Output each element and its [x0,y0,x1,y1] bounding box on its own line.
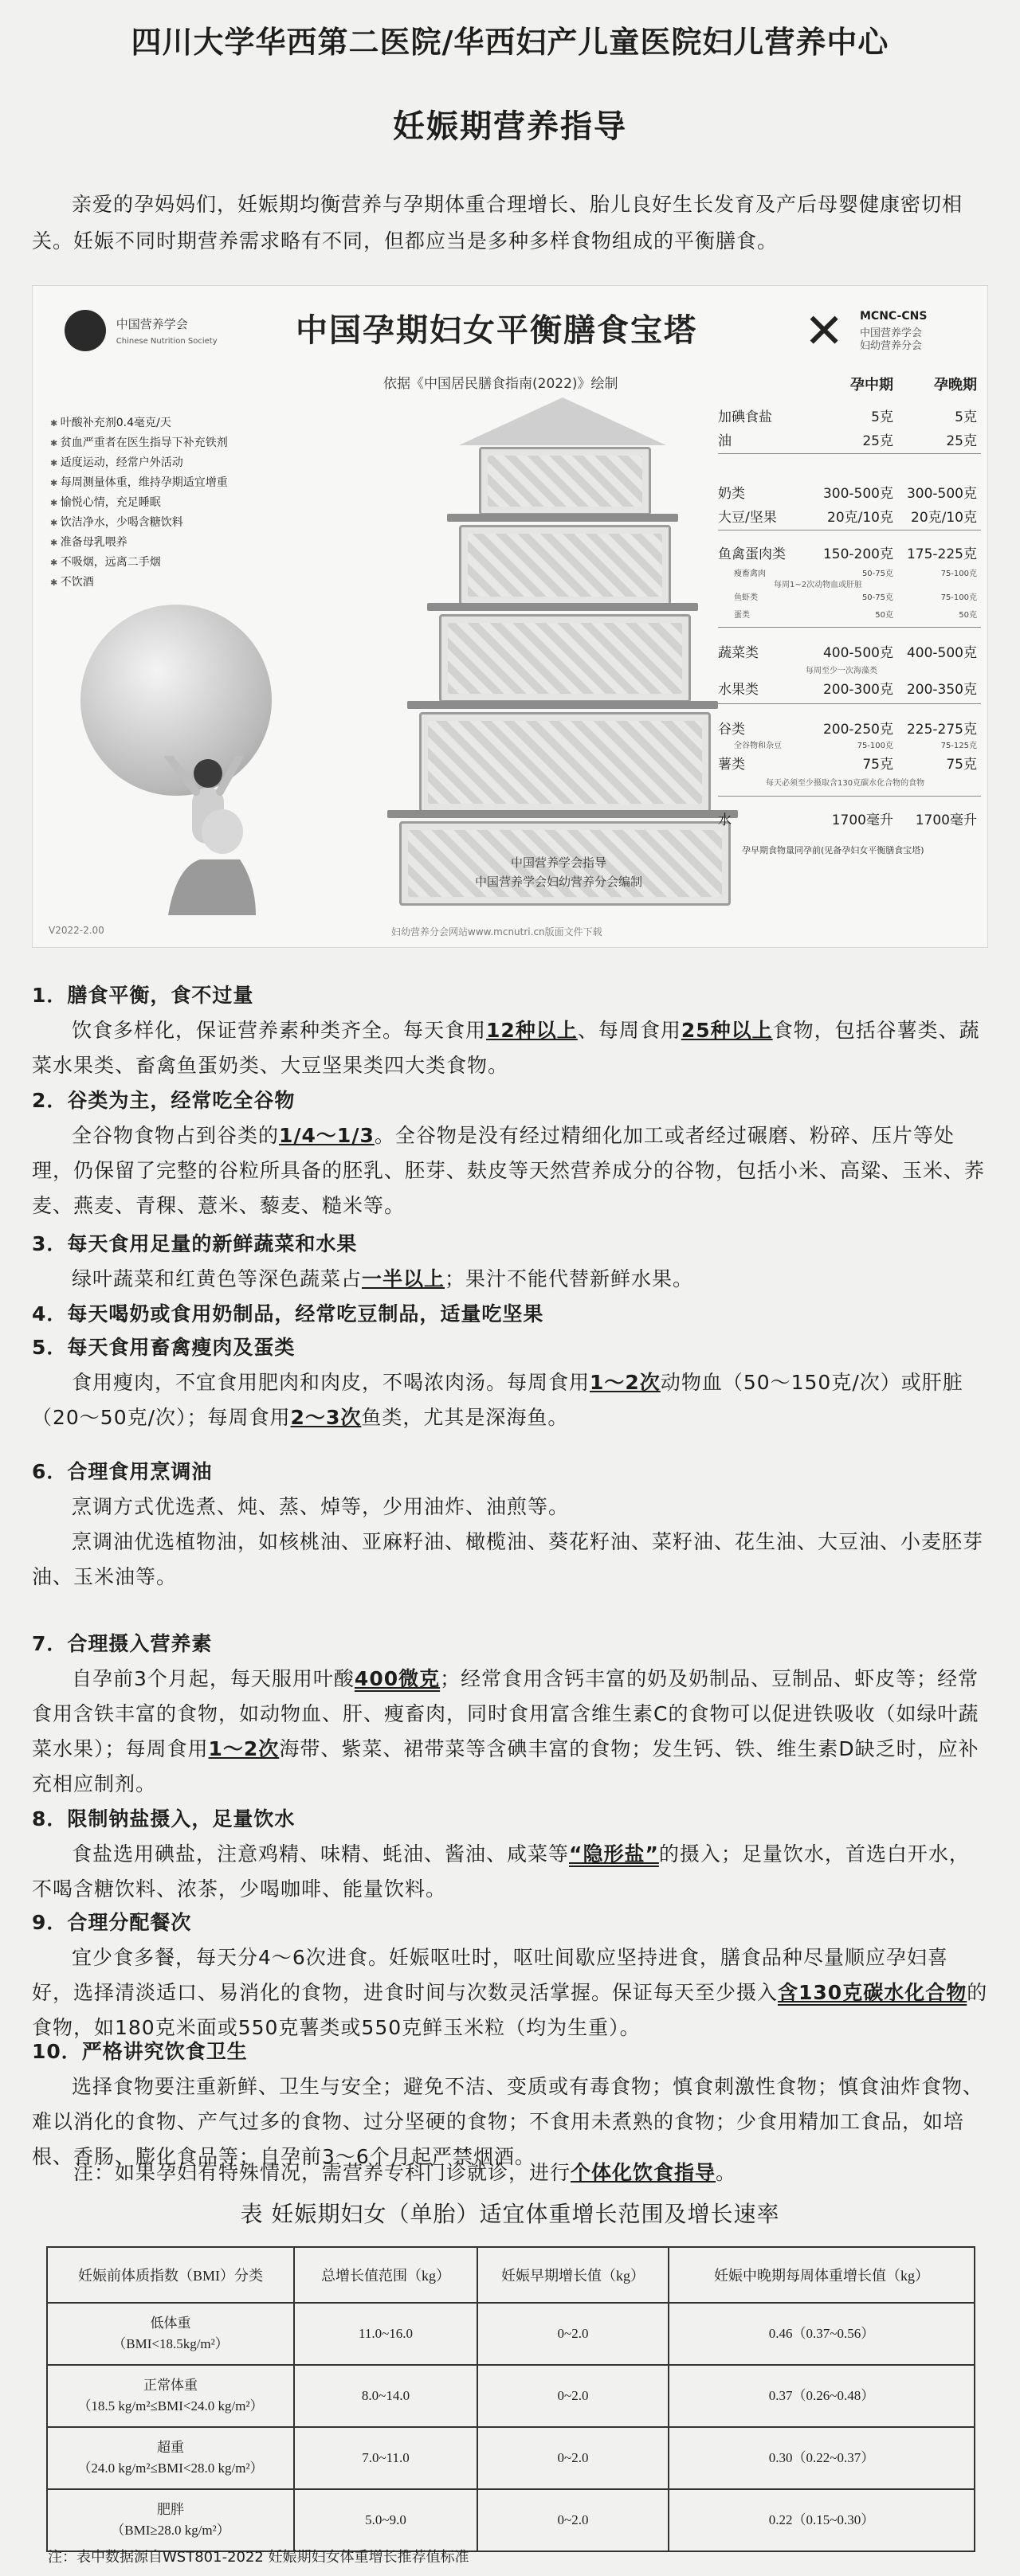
col-late-pregnancy: 孕晚期 [934,377,977,393]
mcnc-line1: 中国营养学会 [860,327,923,339]
tip-item: ✱ 愉悦心情，充足睡眠 [50,493,228,513]
section-9-text: 宜少食多餐，每天分4～6次进食。妊娠呕吐时，呕吐间歇应坚持进食，膳食品种尽量顺应孕妇喜好，选择清淡适口、易消化的食物，进食时间与次数灵活掌握。保证每天至少摄入含130克碳水化合物的食物，如180克米面或550克薯类或550克鲜玉米粒（均为生重）。 [32,1946,988,2039]
section-10-heading: 10．严格讲究饮食卫生 [32,2040,248,2063]
section-1-text: 饮食多样化，保证营养素种类齐全。每天食用12种以上、每周食用25种以上食物，包括谷薯类、蔬菜水果类、畜禽鱼蛋奶类、大豆坚果类四大类食物。 [32,1019,980,1077]
hospital-header: 四川大学华西第二医院/华西妇产儿童医院妇儿营养中心 [131,25,889,60]
mcnc-emblem-icon: ✕ [804,303,845,359]
bmi-category-cell: 超重 （24.0 kg/m²≤BMI<28.0 kg/m²） [47,2427,294,2489]
intake-row: 鱼禽蛋肉类 150-200克 175-225克 [718,546,977,562]
grain-note: 每天必须至少摄取含130克碳水化合物的食物 [766,779,925,788]
poster-footer [439,853,678,891]
bmi-category-cell: 正常体重 （18.5 kg/m²≤BMI<24.0 kg/m²） [47,2365,294,2427]
total-gain-cell: 7.0~11.0 [294,2427,477,2489]
table-header: 妊娠前体质指数（BMI）分类 [47,2247,294,2303]
table-row [47,2303,975,2365]
mcnc-line2: 妇幼营养分会 [860,340,923,352]
tip-item: ✱ 适度运动，经常户外活动 [50,453,228,473]
section-7-heading: 7．合理摄入营养素 [32,1632,213,1655]
total-gain-cell: 8.0~14.0 [294,2365,477,2427]
table-row [47,2489,975,2551]
tip-item: ✱ 贫血严重者在医生指导下补充铁剂 [50,433,228,453]
section-7-text: 自孕前3个月起，每天服用叶酸400微克；经常食用含钙丰富的奶及奶制品、豆制品、虾皮等；经常食用含铁丰富的食物，如动物血、肝、瘦畜肉，同时食用富含维生素C的食物可以促进铁吸收（如绿叶蔬菜水果）；每周食用1～2次海带、紫菜、裙带菜等含碘丰富的食物；发生钙、铁、维生素D缺乏时，应补充相应制剂。 [32,1667,979,1795]
pagoda-tier-salt-oil [479,447,651,515]
weekly-gain-cell: 0.22（0.15~0.30） [669,2489,975,2551]
section-5-heading: 5．每天食用畜禽瘦肉及蛋类 [32,1336,296,1359]
pagoda-tier-meat [439,614,691,703]
tip-item: ✱ 不饮酒 [50,573,228,593]
intake-row: 薯类 75克 75克 [718,757,977,773]
section-6-heading: 6．合理食用烹调油 [32,1460,213,1483]
col-mid-pregnancy: 孕中期 [850,377,893,393]
section-10 [32,2034,988,2175]
table-header: 妊娠早期增长值（kg） [477,2247,669,2303]
poster-subtitle: 依据《中国居民膳食指南(2022)》绘制 [383,376,618,392]
bmi-category-cell: 肥胖 （BMI≥28.0 kg/m²） [47,2489,294,2551]
section-6-text-1: 烹调方式优选煮、炖、蒸、焯等，少用油炸、油煎等。 [72,1495,570,1518]
section-8-heading: 8．限制钠盐摄入，足量饮水 [32,1807,296,1830]
intake-row: 水 1700毫升 1700毫升 [718,812,977,828]
intake-row: 蔬菜类 400-500克 400-500克 [718,645,977,661]
poster-version: V2022-2.00 [49,925,104,936]
intake-row: 水果类 200-300克 200-350克 [718,682,977,698]
section-9 [32,1905,988,2046]
pagoda-roof [459,397,666,445]
section-8-text: 食盐选用碘盐，注意鸡精、味精、蚝油、酱油、咸菜等“隐形盐”的摄入；足量饮水，首选白开水，不喝含糖饮料、浓茶，少喝咖啡、能量饮料。 [32,1842,970,1901]
mcnc-mark-text: MCNC-CNS [860,310,928,323]
cns-emblem-icon [65,310,106,351]
early-gain-cell: 0~2.0 [477,2303,669,2365]
total-gain-cell: 11.0~16.0 [294,2303,477,2365]
intake-subrow: 全谷物和杂豆 75-100克 75-125克 [734,742,977,750]
pregnant-woman-illustration [152,756,264,915]
pagoda-poster [32,285,988,948]
weekly-gain-cell: 0.37（0.26~0.48） [669,2365,975,2427]
cns-logo [65,310,218,351]
cns-logo-en: Chinese Nutrition Society [116,336,218,346]
section-10-text: 选择食物要注重新鲜、卫生与安全；避免不洁、变质或有毒食物；慎食刺激性食物；慎食油炸食物、难以消化的食物、产气过多的食物、过分坚硬的食物；不食用未煮熟的食物；少食用精加工食品，如培根、香肠、膨化食品等；自孕前3～6个月起严禁烟酒。 [32,2075,984,2168]
bmi-category-cell: 低体重 （BMI<18.5kg/m²） [47,2303,294,2365]
section-5-text: 食用瘦肉，不宜食用肥肉和肉皮，不喝浓肉汤。每周食用1～2次动物血（50～150克/次）或肝脏（20～50克/次）；每周食用2～3次鱼类，尤其是深海鱼。 [32,1371,963,1429]
intake-subrow: 鱼虾类 50-75克 75-100克 [734,593,977,602]
tip-item: ✱ 准备母乳喂养 [50,533,228,553]
intro-paragraph: 亲爱的孕妈妈们，妊娠期均衡营养与孕期体重合理增长、胎儿良好生长发育及产后母婴健康密切相关。妊娠不同时期营养需求略有不同，但都应当是多种多样食物组成的平衡膳食。 [32,193,963,253]
weight-gain-table [46,2246,975,2552]
intake-subrow: 瘦畜禽肉 50-75克 75-100克 [734,570,977,578]
table-row [47,2365,975,2427]
section-9-heading: 9．合理分配餐次 [32,1911,192,1934]
intake-row: 油 25克 25克 [718,433,977,449]
table-row [47,2427,975,2489]
pagoda-tier-veg-fruit [419,712,711,812]
intake-row: 奶类 300-500克 300-500克 [718,486,977,502]
clinic-note: 注：如果孕妇有特殊情况，需营养专科门诊就诊，进行个体化饮食指导。 [73,2161,737,2184]
section-2-heading: 2．谷类为主，经常吃全谷物 [32,1089,296,1112]
section-5 [32,1330,988,1435]
section-4-heading: 4．每天喝奶或食用奶制品，经常吃豆制品，适量吃坚果 [32,1302,544,1325]
mcnc-logo [804,303,955,367]
early-gain-cell: 0~2.0 [477,2489,669,2551]
veg-note: 每周至少一次海藻类 [806,667,877,675]
tip-item: ✱ 叶酸补充剂0.4毫克/天 [50,413,228,433]
pagoda-eave [447,514,678,522]
pagoda-tier-dairy-soy [459,525,671,605]
cns-logo-text: 中国营养学会 [116,316,188,331]
section-1-heading: 1．膳食平衡，食不过量 [32,984,254,1007]
section-3-heading: 3．每天食用足量的新鲜蔬菜和水果 [32,1232,358,1255]
page-title: 妊娠期营养指导 [393,108,627,145]
table-header: 总增长值范围（kg） [294,2247,477,2303]
total-gain-cell: 5.0~9.0 [294,2489,477,2551]
section-3 [32,1227,988,1297]
section-6 [32,1454,988,1595]
meat-note: 每周1~2次动物血或肝脏 [774,581,863,589]
food-pagoda-image [383,397,742,907]
section-4 [32,1297,988,1332]
intake-row: 谷类 200-250克 225-275克 [718,722,977,738]
early-gain-cell: 0~2.0 [477,2365,669,2427]
tip-item: ✱ 每周测量体重，维持孕期适宜增重 [50,473,228,493]
pagoda-eave [407,701,718,709]
intake-header [718,374,981,394]
pagoda-eave [387,810,738,818]
section-3-text: 绿叶蔬菜和红黄色等深色蔬菜占一半以上；果汁不能代替新鲜水果。 [72,1267,694,1290]
poster-url: 妇幼营养分会网站www.mcnutri.cn版面文件下载 [391,926,602,938]
poster-footer-line1: 中国营养学会指导 [510,855,606,870]
pagoda-eave [427,603,698,611]
section-2-text: 全谷物食物占到谷类的1/4～1/3。全谷物是没有经过精细化加工或者经过碾磨、粉碎、压片等处理，仍保留了完整的谷粒所具备的胚乳、胚芽、麸皮等天然营养成分的谷物，包括小米、高粱、玉米、荞麦、燕麦、青稞、薏米、藜麦、糙米等。 [32,1124,986,1217]
weight-table-note: 注：表中数据源自WST801-2022 妊娠期妇女体重增长推荐值标准 [48,2549,469,2566]
intake-subrow: 蛋类 50克 50克 [734,611,977,620]
early-gain-cell: 0~2.0 [477,2427,669,2489]
poster-tips [50,413,228,593]
intake-legend: 孕早期食物量同孕前(见备孕妇女平衡膳食宝塔) [742,845,924,855]
section-2 [32,1083,988,1223]
weight-table-title: 表 妊娠期妇女（单胎）适宜体重增长范围及增长速率 [240,2201,780,2227]
section-7 [32,1627,988,1802]
section-8 [32,1802,988,1907]
poster-footer-line2: 中国营养学会妇幼营养分会编制 [474,875,642,889]
intake-row: 大豆/坚果 20克/10克 20克/10克 [718,510,977,526]
intake-row: 加碘食盐 5克 5克 [718,409,977,425]
section-6-text-2: 烹调油优选植物油，如核桃油、亚麻籽油、橄榄油、葵花籽油、菜籽油、花生油、大豆油、小麦胚芽油、玉米油等。 [32,1530,984,1588]
table-header-row [47,2247,975,2303]
weekly-gain-cell: 0.30（0.22~0.37） [669,2427,975,2489]
weekly-gain-cell: 0.46（0.37~0.56） [669,2303,975,2365]
section-1 [32,978,988,1083]
poster-title: 中国孕期妇女平衡膳食宝塔 [296,312,697,349]
table-header: 妊娠中晚期每周体重增长值（kg） [669,2247,975,2303]
tip-item: ✱ 不吸烟，远离二手烟 [50,553,228,573]
tip-item: ✱ 饮洁净水，少喝含糖饮料 [50,513,228,533]
